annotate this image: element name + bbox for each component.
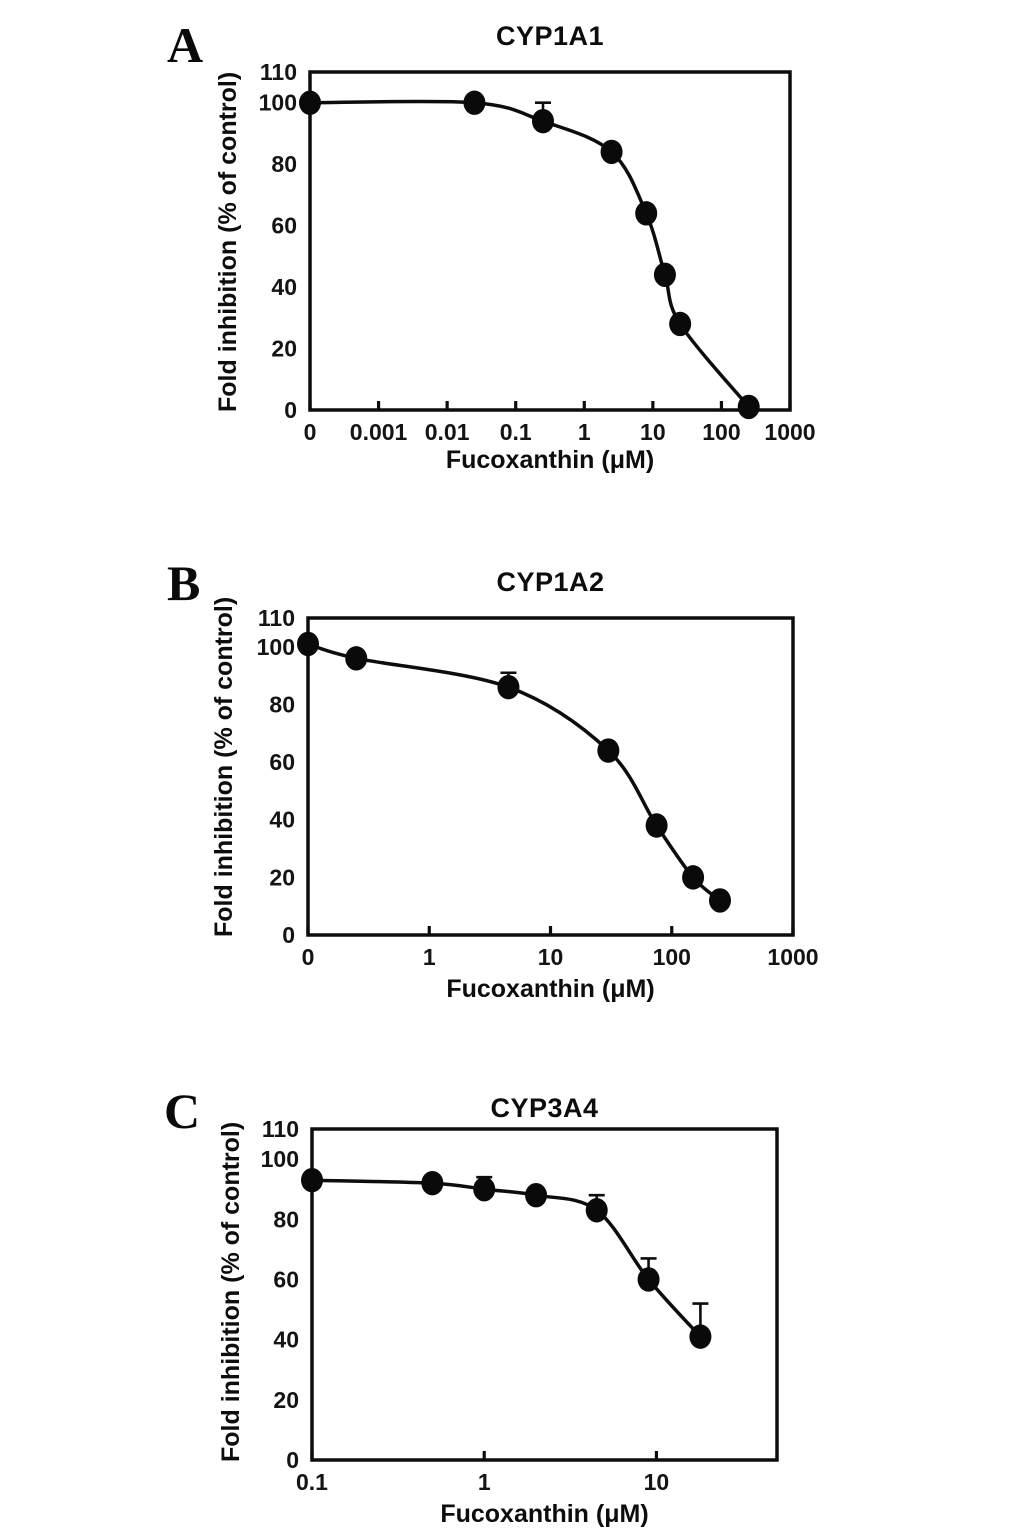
data-point	[525, 1183, 547, 1207]
y-axis-tick-label: 80	[269, 691, 295, 718]
plot-border	[308, 618, 793, 935]
y-axis-title-panel-b: Fold inhibition (% of control)	[210, 596, 238, 937]
chart-title-cyp1a2: CYP1A2	[496, 567, 605, 597]
y-axis-tick-label: 0	[284, 397, 297, 423]
data-point	[738, 395, 760, 419]
y-axis-tick-label: 40	[269, 806, 295, 833]
x-axis-tick-label: 1	[477, 1469, 491, 1495]
data-point	[532, 109, 554, 133]
y-axis-tick-label: 100	[260, 1146, 299, 1173]
y-axis-tick-label: 60	[273, 1266, 299, 1293]
y-axis-tick-label: 20	[271, 335, 297, 362]
x-axis-tick-label: 0	[301, 944, 315, 970]
data-point	[669, 312, 691, 336]
x-axis-title-panel-a: Fucoxanthin (μM)	[445, 446, 655, 474]
y-axis-tick-label: 20	[269, 864, 295, 891]
data-point	[473, 1177, 495, 1201]
y-axis-tick-label: 80	[271, 151, 297, 178]
plot-border	[312, 1129, 777, 1460]
panel-letter-b: B	[167, 555, 201, 611]
y-axis-tick-label: 0	[286, 1447, 299, 1473]
chart-title-cyp1a1: CYP1A1	[495, 21, 605, 51]
x-axis-tick-label: 100	[702, 419, 741, 445]
x-axis-tick-label: 0.1	[296, 1469, 328, 1495]
panel-letter-a: A	[167, 17, 204, 73]
x-axis-tick-label: 100	[652, 944, 691, 970]
y-axis-tick-label: 110	[259, 59, 297, 85]
x-axis-tick-label: 1	[422, 944, 436, 970]
chart-cyp3a4	[261, 1116, 777, 1495]
x-axis-title-panel-c: Fucoxanthin (μM)	[440, 1500, 649, 1528]
y-axis-tick-label: 80	[273, 1206, 299, 1233]
x-axis-tick-label: 0.001	[349, 419, 408, 445]
x-axis-tick-label: 10	[537, 944, 564, 970]
x-axis-tick-label: 0	[303, 419, 317, 445]
data-point	[601, 140, 623, 164]
chart-title-cyp3a4: CYP3A4	[490, 1093, 599, 1123]
data-point	[635, 201, 657, 225]
y-axis-tick-label: 20	[273, 1386, 299, 1413]
series-line	[310, 101, 749, 407]
y-axis-tick-label: 60	[271, 212, 297, 239]
x-axis-tick-label: 0.01	[424, 419, 470, 445]
data-point	[497, 675, 519, 699]
x-axis-title-panel-b: Fucoxanthin (μM)	[446, 975, 655, 1003]
y-axis-tick-label: 110	[257, 605, 295, 631]
data-point	[646, 813, 668, 837]
y-axis-tick-label: 40	[273, 1326, 299, 1353]
data-point	[638, 1267, 660, 1291]
data-point	[689, 1324, 711, 1348]
data-point	[299, 91, 321, 115]
data-point	[597, 738, 619, 762]
chart-cyp1a2	[257, 605, 819, 970]
y-axis-tick-label: 0	[282, 922, 295, 948]
data-point	[654, 263, 676, 287]
data-point	[297, 632, 319, 656]
x-axis-tick-label: 10	[643, 1469, 670, 1495]
data-point	[682, 865, 704, 889]
data-point	[463, 91, 485, 115]
y-axis-tick-label: 100	[258, 89, 297, 116]
y-axis-title-panel-c: Fold inhibition (% of control)	[217, 1121, 245, 1462]
y-axis-tick-label: 40	[271, 274, 297, 301]
x-axis-tick-label: 10	[640, 419, 666, 445]
y-axis-title-panel-a: Fold inhibition (% of control)	[214, 71, 242, 412]
data-point	[709, 888, 731, 912]
x-axis-tick-label: 1	[577, 419, 591, 445]
data-point	[421, 1171, 443, 1195]
data-point	[586, 1198, 608, 1222]
data-point	[345, 646, 367, 670]
chart-cyp1a1	[259, 59, 816, 445]
panel-letter-c: C	[164, 1083, 201, 1139]
y-axis-tick-label: 60	[269, 749, 295, 776]
x-axis-tick-label: 0.1	[499, 419, 532, 445]
x-axis-tick-label: 1000	[767, 944, 819, 970]
x-axis-tick-label: 1000	[764, 419, 816, 445]
y-axis-tick-label: 100	[256, 633, 295, 660]
y-axis-tick-label: 110	[261, 1116, 299, 1142]
data-point	[301, 1168, 323, 1192]
